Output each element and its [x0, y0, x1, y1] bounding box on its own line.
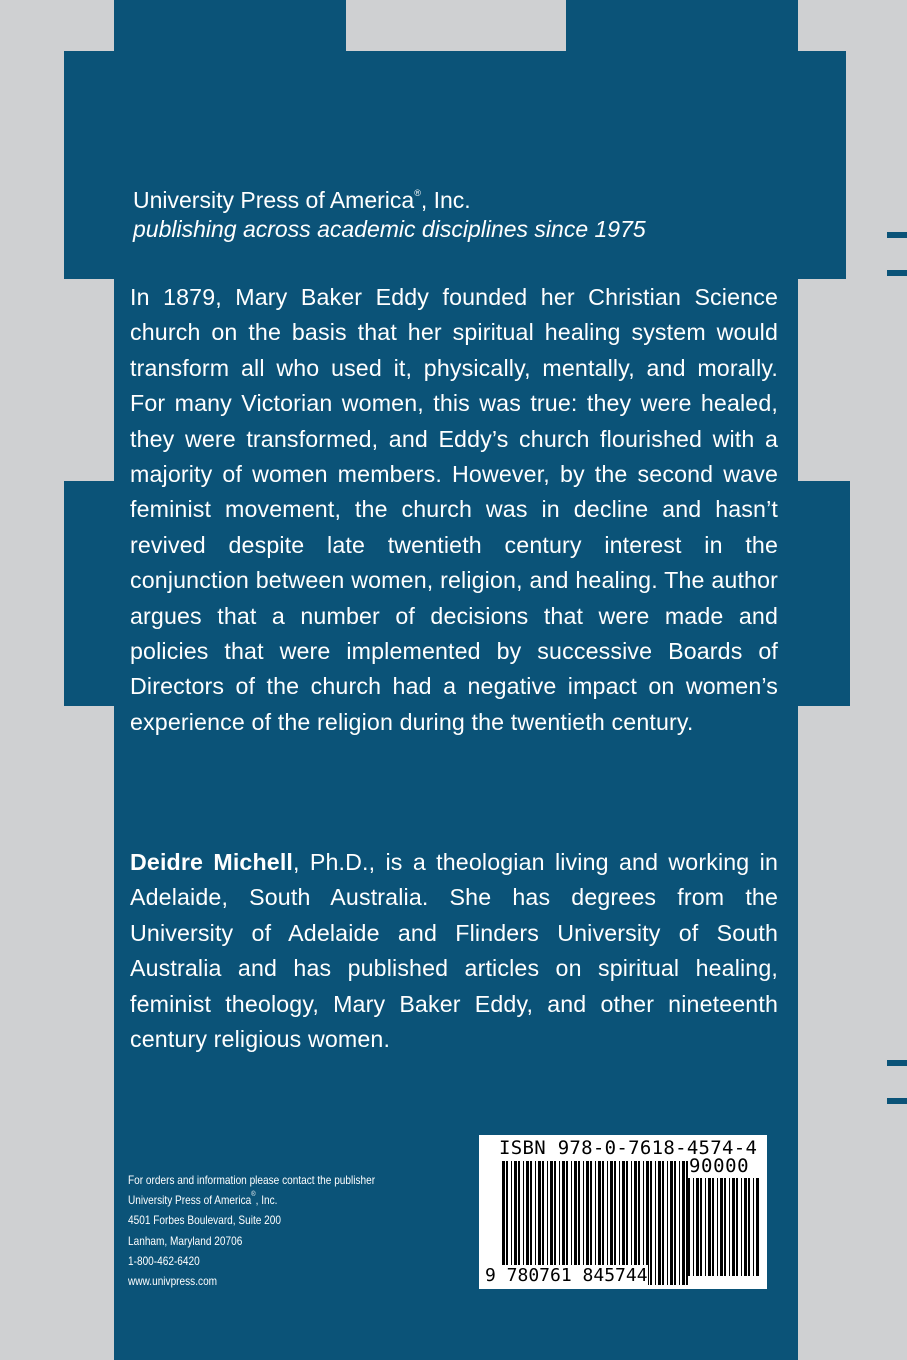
- contact-registered-mark: ®: [251, 1191, 256, 1199]
- publisher-tagline: publishing across academic disciplines since 1975: [133, 216, 646, 242]
- barcode-bar: [729, 1178, 730, 1276]
- battlement-top-right: [566, 0, 798, 51]
- barcode-bar: [732, 1178, 735, 1276]
- isbn-text: ISBN 978-0-7618-4574-4: [499, 1137, 758, 1159]
- barcode-bar: [741, 1178, 742, 1276]
- publisher-heading: [133, 186, 646, 244]
- barcode-bar: [693, 1178, 694, 1276]
- barcode-bar: [753, 1178, 754, 1276]
- barcode-bar: [748, 1178, 750, 1276]
- barcode-bar: [708, 1178, 711, 1276]
- battlement-top-left: [114, 0, 346, 51]
- barcode-bar: [658, 1161, 661, 1285]
- barcode-bar: [700, 1178, 702, 1276]
- battlement-gap-left: [64, 0, 114, 51]
- barcode-bar: [650, 1161, 652, 1285]
- contact-phone: 1-800-462-6420: [128, 1253, 200, 1268]
- barcode-bar: [688, 1178, 690, 1276]
- barcode-bar: [744, 1178, 747, 1276]
- publisher-contact: [128, 1170, 375, 1291]
- publisher-name: University Press of America: [133, 187, 415, 213]
- barcode-bar: [662, 1161, 664, 1285]
- price-code: 90000: [689, 1155, 750, 1177]
- barcode-bar: [720, 1178, 723, 1276]
- contact-publisher-suffix: , Inc.: [255, 1193, 278, 1208]
- edge-mark: [887, 232, 907, 238]
- barcode-panel: [479, 1135, 767, 1289]
- edge-mark: [887, 270, 907, 276]
- contact-intro: For orders and information please contact the publisher: [128, 1173, 376, 1187]
- author-bio-text: , Ph.D., is a theologian living and working in Adelaide, South Australia. She has degrees from the University of Adelaide and Flinders University of South Australia and has published articles on spiritual healing, feminist theology, Mary Baker Eddy, and other nineteenth century religious women.: [130, 849, 778, 1053]
- edge-mark: [887, 1060, 907, 1066]
- barcode-bar: [682, 1161, 685, 1285]
- barcode-bar: [696, 1178, 699, 1276]
- publisher-name-line: [133, 186, 646, 215]
- price-barcode: [687, 1178, 759, 1276]
- barcode-bar: [679, 1161, 680, 1285]
- barcode-digits: 9 780761 845744: [485, 1265, 648, 1286]
- contact-publisher-line: [128, 1190, 375, 1210]
- barcode-bar: [655, 1161, 656, 1285]
- edge-mark: [887, 1098, 907, 1104]
- barcode-bar: [674, 1161, 676, 1285]
- contact-website: www.univpress.com: [128, 1274, 218, 1289]
- cover-panel-top: [64, 51, 846, 279]
- author-name: Deidre Michell: [130, 849, 293, 875]
- barcode-bar: [670, 1161, 673, 1285]
- barcode-bar: [667, 1161, 668, 1285]
- barcode-bar: [724, 1178, 726, 1276]
- contact-street: 4501 Forbes Boulevard, Suite 200: [128, 1213, 281, 1228]
- barcode-bar: [712, 1178, 714, 1276]
- contact-publisher: University Press of America: [128, 1193, 252, 1208]
- contact-city: Lanham, Maryland 20706: [128, 1233, 243, 1248]
- registered-mark: ®: [414, 188, 421, 198]
- author-bio: [130, 845, 778, 1057]
- book-description: In 1879, Mary Baker Eddy founded her Christian Science church on the basis that her spiritual healing system would transform all who used it, physically, mentally, and morally. For many Victorian women, this was true: they were healed, they were transformed, and Eddy’s church flourished with a majority of women members. However, by the second wave feminist movement, the church was in decline and hasn’t revived despite late twentieth century interest in the conjunction between women, religion, and healing. The author argues that a number of decisions that were made and policies that were implemented by successive Boards of Directors of the church had a negative impact on women’s experience of the religion during the twentieth century.: [130, 284, 778, 735]
- barcode-bar: [705, 1178, 706, 1276]
- barcode-bar: [736, 1178, 738, 1276]
- barcode-bar: [756, 1178, 759, 1276]
- barcode-bar: [717, 1178, 718, 1276]
- publisher-suffix: , Inc.: [420, 187, 471, 213]
